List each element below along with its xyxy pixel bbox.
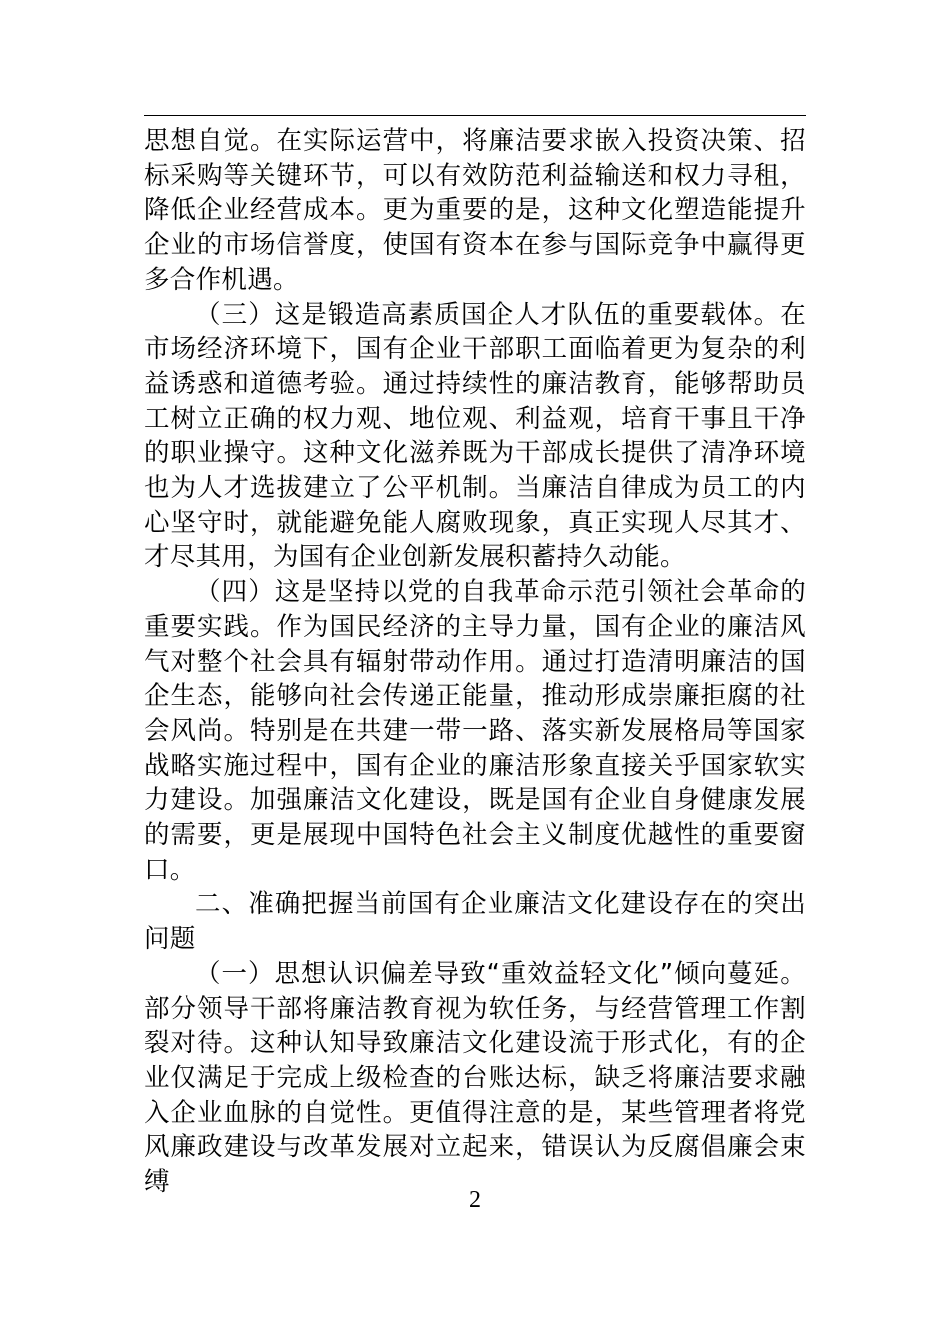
paragraph-section-four: （四）这是坚持以党的自我革命示范引领社会革命的重要实践。作为国民经济的主导力量，国有企业的廉洁风气对整个社会具有辐射带动作用。通过打造清明廉洁的国企生态，能够向社会传递正能量，推动形成崇廉拒腐的社会风尚。特别是在共建一带一路、落实新发展格局等国家战略实施过程中，国有企业的廉洁形象直接关乎国家软实力建设。加强廉洁文化建设，既是国有企业自身健康发展的需要，更是展现中国特色社会主义制度优越性的重要窗口。 xyxy=(144,577,806,885)
section-heading-two: 二、准确把握当前国有企业廉洁文化建设存在的突出问题 xyxy=(144,889,806,955)
paragraph-continuation: 思想自觉。在实际运营中，将廉洁要求嵌入投资决策、招标采购等关键环节，可以有效防范利益输送和权力寻租，降低企业经营成本。更为重要的是，这种文化塑造能提升企业的市场信誉度，使国有资本在参与国际竞争中赢得更多合作机遇。 xyxy=(144,126,806,295)
header-rule xyxy=(144,115,806,116)
document-body xyxy=(144,124,806,1200)
page-number: 2 xyxy=(469,1187,481,1213)
paragraph-section-three: （三）这是锻造高素质国企人才队伍的重要载体。在市场经济环境下，国有企业干部职工面临着更为复杂的利益诱惑和道德考验。通过持续性的廉洁教育，能够帮助员工树立正确的权力观、地位观、利益观，培育干事且干净的职业操守。这种文化滋养既为干部成长提供了清净环境也为人才选拔建立了公平机制。当廉洁自律成为员工的内心坚守时，就能避免能人腐败现象，真正实现人尽其才、才尽其用，为国有企业创新发展积蓄持久动能。 xyxy=(144,299,806,573)
paragraph-subsection-one: （一）思想认识偏差导致“重效益轻文化”倾向蔓延。部分领导干部将廉洁教育视为软任务，与经营管理工作割裂对待。这种认知导致廉洁文化建设流于形式化，有的企业仅满足于完成上级检查的台账达标，缺乏将廉洁要求融入企业血脉的自觉性。更值得注意的是，某些管理者将党风廉政建设与改革发展对立起来，错误认为反腐倡廉会束缚 xyxy=(144,958,806,1198)
